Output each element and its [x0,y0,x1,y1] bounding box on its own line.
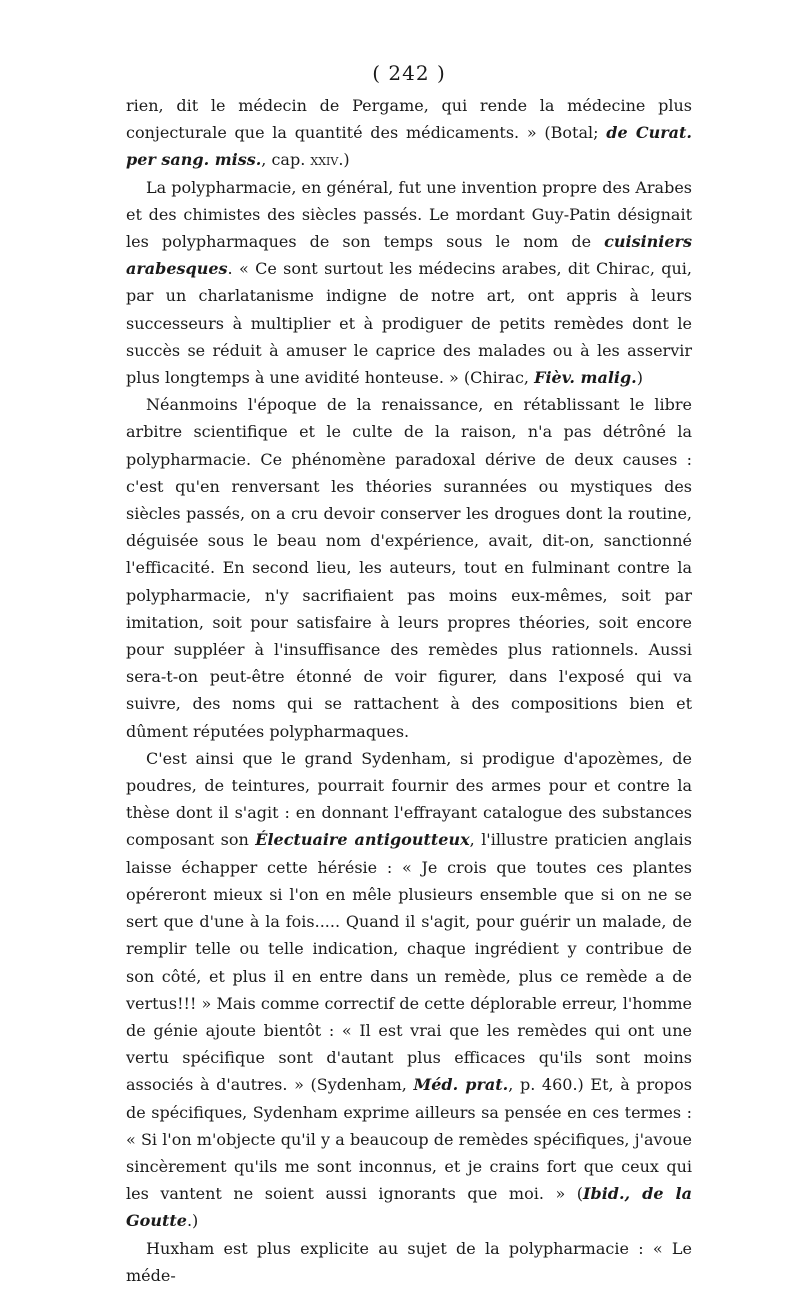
italic-citation: de Curat. per sang. miss. [126,123,693,170]
text-run: C'est ainsi que le grand Sydenham, si prodigue d'apozèmes, de poudres, de teintures, pourrait fournir des armes pour et contre la thèse dont il s'agit : en donnant l'effrayant catalogue des substances composant son [126,748,692,850]
text-run: rien, dit le médecin de Pergame, qui rende la médecine plus conjecturale que la quantité des médicaments. » (Botal; [126,96,692,143]
italic-citation: Fièv. malig. [534,368,637,388]
text-run: .) [186,1211,199,1231]
text-run: , l'illustre praticien anglais laisse échapper cette hérésie : « Je crois que toutes ces plantes opéreront mieux si l'on en mêle plusieurs ensemble que si on ne se sert que d'une à la fois..... Quand il s'agit, pour guérir un malade, de remplir telle ou telle indication, chaque ingrédient y contribue de son côté, et plus il en entre dans un remède, plus ce remède a de vertus!!! » Mais comme correctif de cette déplorable erreur, l'homme de génie ajoute bientôt : « Il est vrai que les remèdes qui ont une vertu spécifique sont d'autant plus efficaces qu'ils sont moins associés à d'autres. » (Sydenham, [126,830,692,1095]
paragraph-p3 [126,391,692,745]
paragraph-p1 [126,92,692,174]
text-run: Huxham est plus explicite au sujet de la polypharmacie : « Le méde- [126,1238,692,1285]
text-run: . « Ce sont surtout les médecins arabes, dit Chirac, qui, par un charlatanisme indigne de notre art, ont appris à leurs successeurs à multiplier et à prodiguer de petits remèdes dont le succès se réduit à amuser le caprice des malades ou à les asservir plus longtemps à une avidité honteuse. » (Chirac, [126,259,692,388]
italic-citation: cuisiniers arabesques [126,232,692,279]
italic-citation: Ibid., de la Goutte [126,1184,693,1231]
text-run: Néanmoins l'époque de la renaissance, en rétablissant le libre arbitre scientifique et le culte de la raison, n'a pas détrôné la polypharmacie. Ce phénomène paradoxal dérive de deux causes : c'est qu'en renversant les théories surannées ou mystiques des siècles passés, on a cru devoir conserver les drogues dont la routine, déguisée sous le beau nom d'expérience, avait, dit-on, sanctionné l'efficacité. En second lieu, les auteurs, tout en fulminant contre la polypharmacie, n'y sacrifiaient pas moins eux-mêmes, soit par imitation, soit pour satisfaire à leurs propres théories, soit encore pour suppléer à l'insuffisance des remèdes plus rationnels. Aussi sera-t-on peut-être étonné de voir figurer, dans l'exposé qui va suivre, des noms qui se rattachent à des compositions bien et dûment réputées polypharmaques. [126,395,692,741]
small-caps-text: xxiv [310,150,339,170]
paragraph-p2 [126,174,692,392]
text-run: .) [338,150,350,170]
page-number: ( 242 ) [372,61,446,85]
text-run: La polypharmacie, en général, fut une invention propre des Arabes et des chimistes des siècles passés. Le mordant Guy-Patin désignait les polypharmaques de son temps sous le nom de [126,177,692,252]
body-text [126,92,692,1289]
paragraph-p4 [126,745,692,1235]
text-run: ) [636,368,643,388]
italic-citation: Méd. prat. [413,1075,509,1095]
text-run: , cap. [261,150,311,170]
italic-citation: Électuaire antigoutteux [255,830,470,850]
text-run: , p. 460.) Et, à propos de spécifiques, Sydenham exprime ailleurs sa pensée en ces termes : « Si l'on m'objecte qu'il y a beaucoup de remèdes spécifiques, j'avoue sincèrement qu'ils me sont inconnus, et je crains fort que ceux qui les vantent ne soient aussi ignorants que moi. » ( [126,1075,693,1204]
